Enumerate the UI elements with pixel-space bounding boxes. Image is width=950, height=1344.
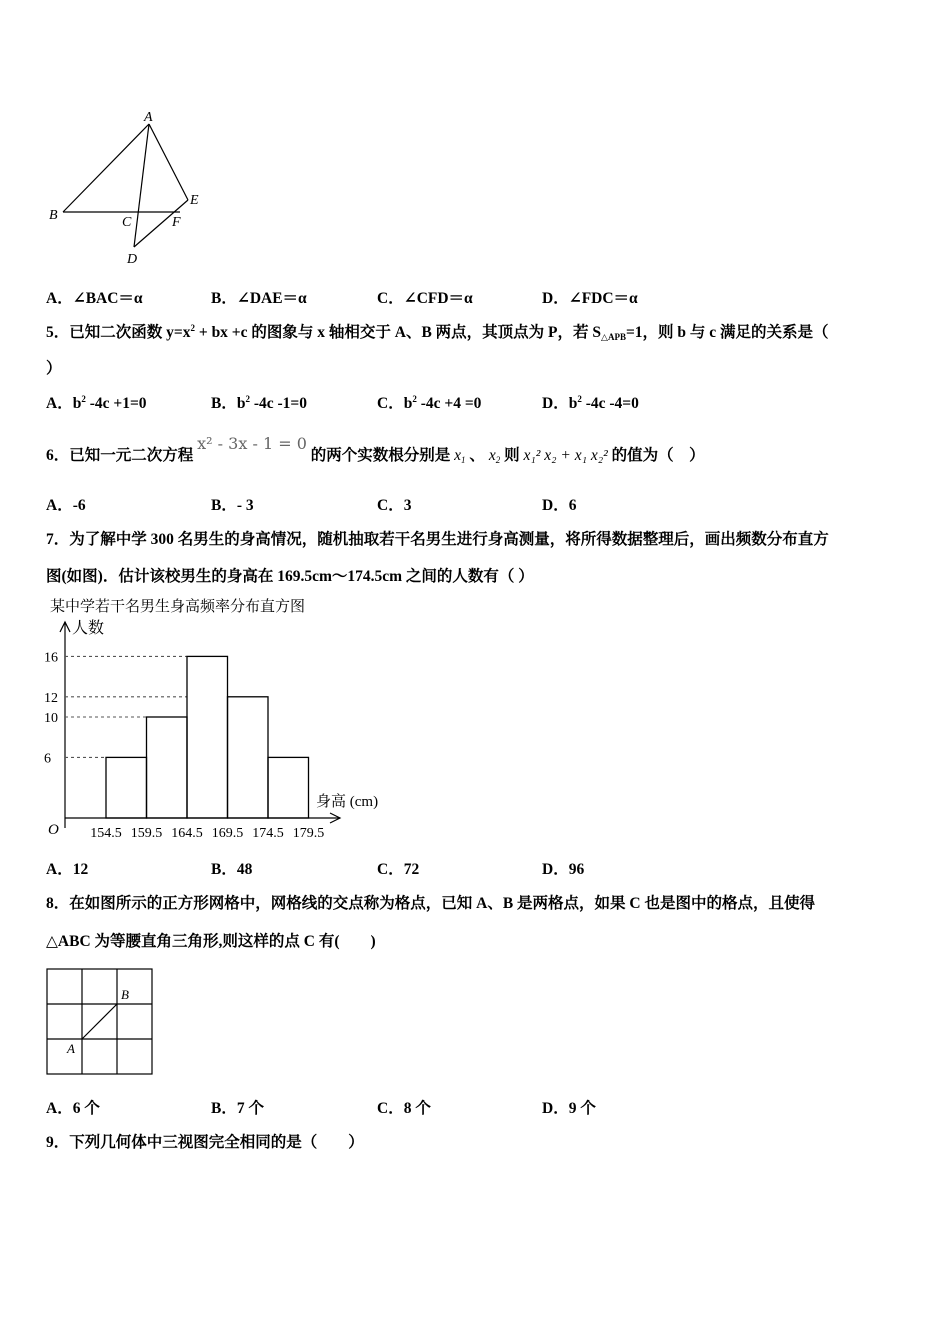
x-axis-label: 身高 (cm) — [316, 794, 379, 810]
q7-option-c[interactable]: C．72 — [377, 861, 420, 878]
q7-option-d[interactable]: D．96 — [542, 861, 585, 878]
x-tick-label-0: 154.5 — [90, 826, 122, 841]
segment-ab — [63, 124, 149, 212]
q7-stem-line2: 图(如图)．估计该校男生的身高在 169.5cm～174.5cm 之间的人数有（ ） — [46, 568, 534, 585]
x-tick-label-5: 179.5 — [292, 826, 325, 841]
histogram-bar-1 — [147, 717, 188, 818]
q8-stem-line2: △ABC 为等腰直角三角形,则这样的点 C 有( ) — [46, 933, 376, 950]
segment-ab-grid — [82, 1004, 117, 1039]
q6-option-c[interactable]: C．3 — [377, 497, 412, 514]
q7-stem-line1: 7．为了解中学 300 名男生的身高情况，随机抽取若干名男生进行身高测量，将所得数据整理后，画出频数分布直方 — [46, 531, 829, 548]
q4-option-c[interactable]: C．∠CFD＝α — [377, 290, 473, 307]
q6-expression: x₁² x₂ + x₁ x₂² — [523, 447, 608, 464]
q5-option-b[interactable]: B．$b^2$ -4c -1=0 — [211, 394, 308, 412]
q8-option-c[interactable]: C．8 个 — [377, 1100, 431, 1117]
square-grid-figure — [45, 967, 157, 1079]
q6-option-a[interactable]: A．-6 — [46, 497, 86, 514]
x-tick-label-4: 174.5 — [252, 826, 284, 841]
x-tick-label-3: 169.5 — [211, 826, 244, 841]
q8-option-a[interactable]: A．6 个 — [46, 1100, 100, 1117]
q9-stem: 9．下列几何体中三视图完全相同的是（ ） — [46, 1134, 364, 1151]
segment-ad — [134, 124, 149, 247]
y-tick-label-1: 10 — [44, 711, 58, 726]
q4-option-b[interactable]: B．∠DAE＝α — [211, 290, 307, 307]
histogram-bar-3 — [228, 697, 269, 818]
q5-stem-cont: ） — [46, 360, 62, 377]
x-tick-label-1: 159.5 — [130, 826, 163, 841]
y-axis-label: 人数 — [72, 620, 105, 637]
triangle-figure — [40, 105, 220, 270]
q8-option-d[interactable]: D．9 个 — [542, 1100, 596, 1117]
q8-stem-line1: 8．在如图所示的正方形网格中，网格线的交点称为格点，已知 A、B 是两格点，如果 C 也是图中的格点，且使得 — [46, 895, 815, 912]
q4-option-d[interactable]: D．∠FDC＝α — [542, 290, 638, 307]
label-f: F — [172, 215, 181, 230]
label-c: C — [122, 215, 132, 230]
q5-option-a[interactable]: A．$b^2$ -4c +1=0 — [46, 394, 147, 412]
q6-equation: x² - 3x - 1 = 0 — [197, 434, 307, 453]
y-tick-label-2: 12 — [44, 690, 58, 706]
label-a: A — [144, 110, 153, 125]
grid-label-a: A — [67, 1041, 75, 1056]
q6-stem: 6．已知一元二次方程 x² - 3x - 1 = 0 的两个实数根分别是 $x_1$ 、 $x_2$ 则 x₁² x₂ + x₁ x₂² 的值为（ ） — [46, 434, 705, 465]
x-tick-label-2: 164.5 — [171, 826, 203, 841]
q8-option-b[interactable]: B．7 个 — [211, 1100, 264, 1117]
grid-label-b: B — [121, 987, 129, 1002]
label-e: E — [190, 193, 199, 208]
label-d: D — [127, 252, 138, 267]
label-b: B — [49, 208, 58, 223]
y-tick-label-3: 16 — [44, 650, 58, 666]
chart-title: 某中学若干名男生身高频率分布直方图 — [50, 599, 306, 615]
histogram-bar-0 — [106, 757, 147, 818]
q7-option-b[interactable]: B．48 — [211, 861, 253, 878]
q7-option-a[interactable]: A．12 — [46, 861, 89, 878]
q5-stem: 5．已知二次函数 $y=x^2$ + bx +c 的图象与 x 轴相交于 A、B 两点，其顶点为 P，若 $S_{\triangle APB}=1$，则 b 与 c 满足的关系是（ — [46, 323, 829, 342]
q6-option-d[interactable]: D．6 — [542, 497, 577, 514]
y-tick-label-0: 6 — [44, 751, 51, 767]
q6-option-b[interactable]: B．- 3 — [211, 497, 254, 514]
histogram-bar-4 — [268, 757, 309, 818]
histogram-bar-2 — [187, 656, 228, 818]
segment-ae — [149, 124, 188, 200]
histogram-chart — [40, 594, 400, 844]
q5-option-d[interactable]: D．$b^2$ -4c -4=0 — [542, 394, 639, 412]
q4-option-a[interactable]: A．∠BAC＝α — [46, 290, 143, 307]
origin-label: O — [48, 822, 59, 838]
q5-option-c[interactable]: C．$b^2$ -4c +4 =0 — [377, 394, 482, 412]
